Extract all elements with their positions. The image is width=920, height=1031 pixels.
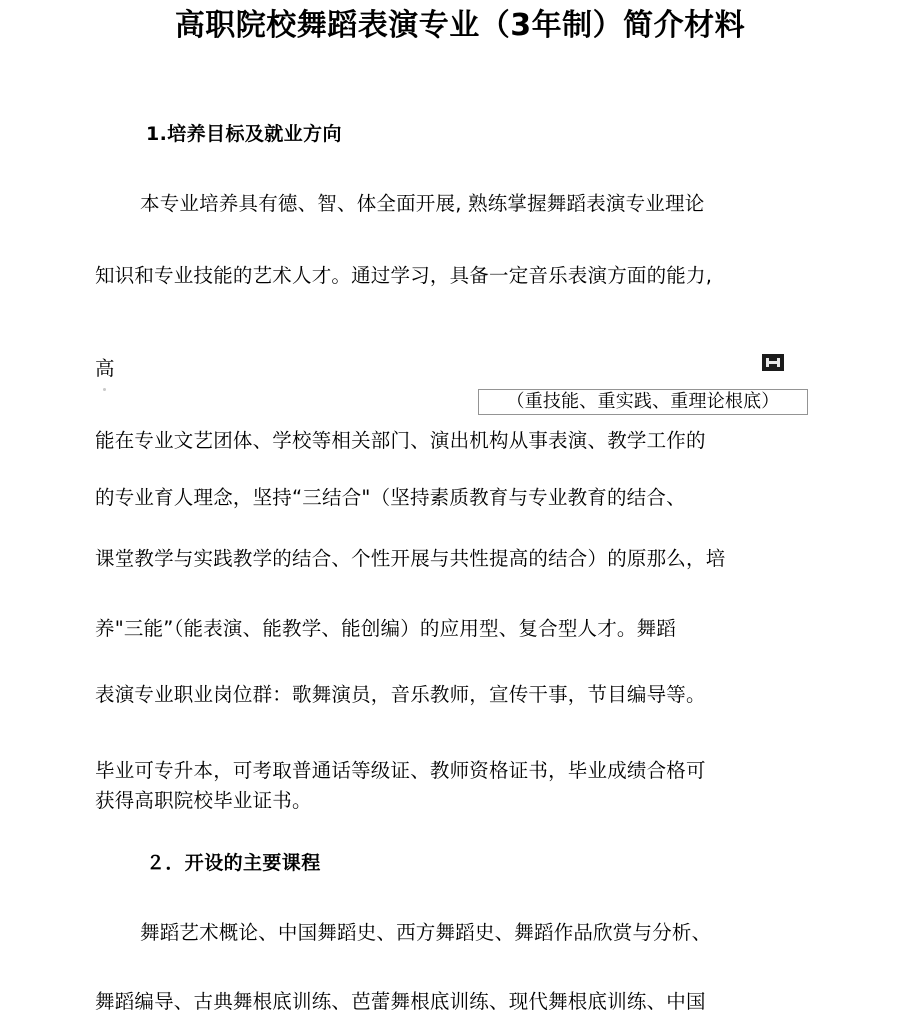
callout-box	[478, 389, 808, 415]
paragraph-line: 获得高职院校毕业证书。	[95, 789, 312, 812]
callout-box-text: （重技能、重实践、重理论根底）	[506, 391, 780, 412]
anchor-marker-glyph	[766, 358, 780, 367]
paragraph-line: 的专业育人理念，坚持“三结合"（坚持素质教育与专业教育的结合、	[95, 486, 686, 509]
paragraph-line: 舞蹈编导、古典舞根底训练、芭蕾舞根底训练、现代舞根底训练、中国	[95, 990, 706, 1013]
paragraph-line: 能在专业文艺团体、学校等相关部门、演出机构从事表演、教学工作的	[95, 429, 706, 452]
document-title: 高职院校舞蹈表演专业（3年制）简介材料	[174, 8, 746, 43]
paragraph-line: 本专业培养具有德、智、体全面开展, 熟练掌握舞蹈表演专业理论	[140, 192, 705, 215]
paragraph-line: 知识和专业技能的艺术人才。通过学习，具备一定音乐表演方面的能力,	[95, 264, 713, 287]
anchor-marker-bar	[769, 361, 777, 364]
scan-artifact-dot	[103, 388, 106, 391]
anchor-marker-icon	[762, 354, 784, 371]
paragraph-line: 毕业可专升本，可考取普通话等级证、教师资格证书，毕业成绩合格可	[95, 759, 706, 782]
paragraph-line: 养"三能”（能表演、能教学、能创编）的应用型、复合型人才。舞蹈	[95, 617, 677, 640]
paragraph-line-orphan: 高	[95, 357, 115, 380]
section-heading-training-objectives: 1.培养目标及就业方向	[146, 123, 342, 145]
paragraph-line: 表演专业职业岗位群：歌舞演员，音乐教师，宣传干事，节目编导等。	[95, 683, 706, 706]
paragraph-line: 课堂教学与实践教学的结合、个性开展与共性提高的结合）的原那么，培	[95, 547, 726, 570]
section-heading-main-courses: ２．开设的主要课程	[146, 852, 321, 874]
paragraph-line: 舞蹈艺术概论、中国舞蹈史、西方舞蹈史、舞蹈作品欣赏与分析、	[140, 921, 712, 944]
